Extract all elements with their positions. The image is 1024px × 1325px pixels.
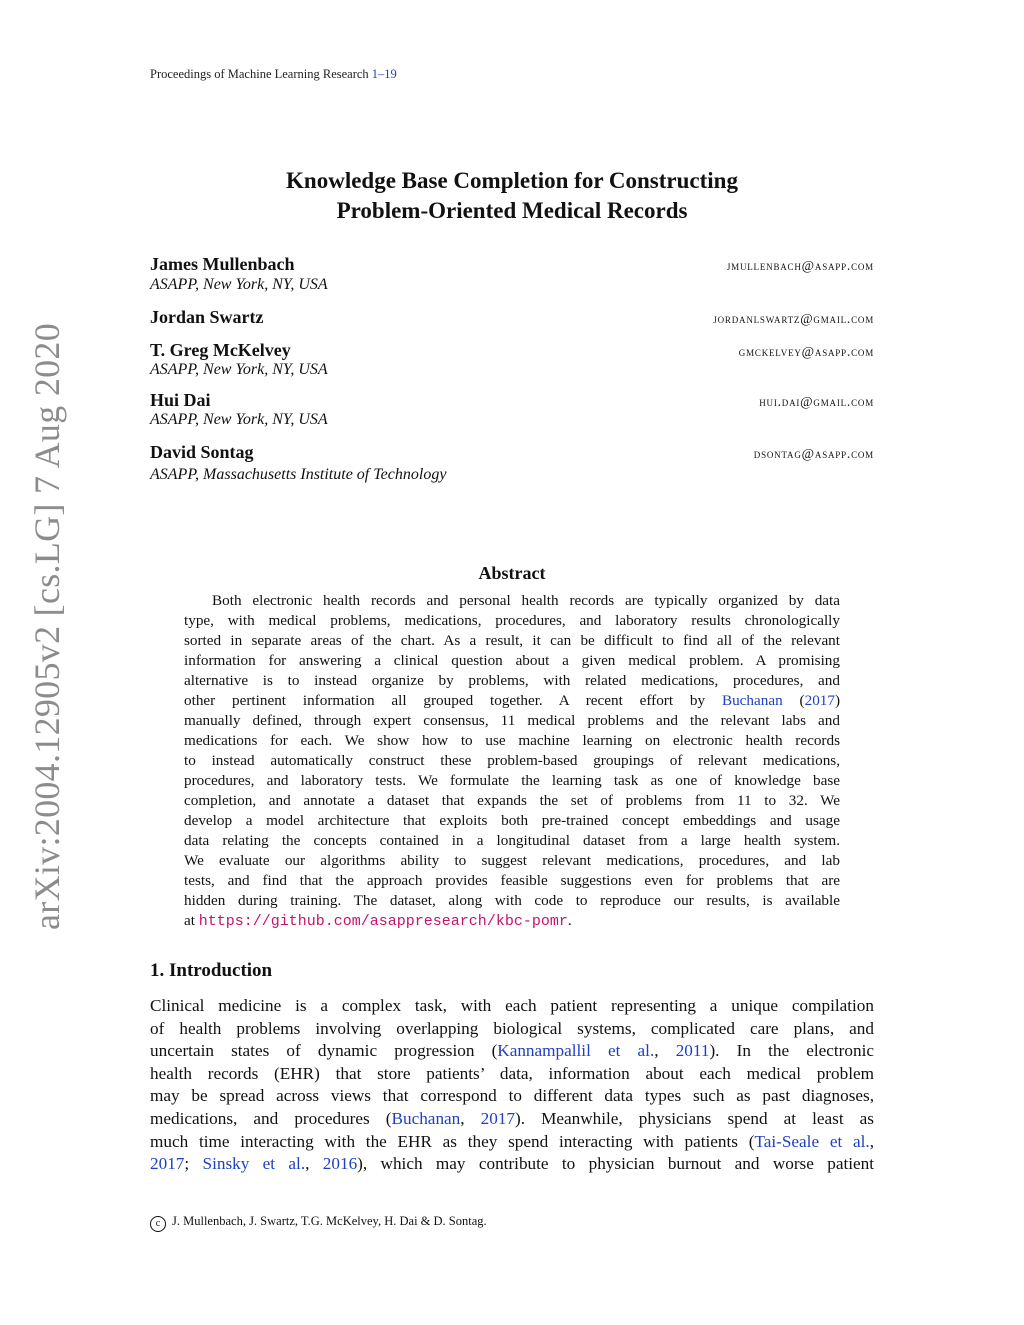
intro-text: much time interacting with the EHR as they spend interacting with patients ( xyxy=(150,1131,755,1151)
copyright-text: J. Mullenbach, J. Swartz, T.G. McKelvey, H. Dai & D. Sontag. xyxy=(172,1214,487,1228)
abstract-line: hidden during training. The dataset, along with code to reproduce our results, is available xyxy=(184,892,840,909)
citation-link[interactable]: Buchanan xyxy=(721,692,783,709)
citation-year-link[interactable]: 2017 xyxy=(150,1154,185,1174)
abstract-line: data relating the concepts contained in a longitudinal dataset from a large health system. xyxy=(184,832,840,849)
abstract-line: to instead automatically construct these problem-based groupings of relevant medications, xyxy=(184,752,840,769)
citation-link[interactable]: Kannampallil et al. xyxy=(497,1041,655,1061)
arxiv-stamp: arXiv:2004.12905v2 [cs.LG] 7 Aug 2020 xyxy=(27,322,67,930)
repository-url-link[interactable]: https://github.com/asappresearch/kbc-pomr xyxy=(198,913,568,930)
intro-line: may be spread across views that correspond to different data types such as past diagnoses, xyxy=(150,1086,874,1106)
author-email[interactable]: gmckelvey@asapp.com xyxy=(738,344,874,359)
abstract-line: manually defined, through expert consensus, 11 medical problems and the relevant labs and xyxy=(184,712,840,729)
citation-link[interactable]: Buchanan xyxy=(391,1108,461,1128)
intro-text: ), which may contribute to physician burnout and worse patient xyxy=(357,1154,875,1174)
copyright-footer xyxy=(150,1214,487,1232)
intro-text: uncertain states of dynamic progression ( xyxy=(150,1041,498,1061)
author-name: Hui Dai xyxy=(150,390,211,410)
abstract-text: at xyxy=(184,912,195,929)
abstract-line: alternative is to instead organize by problems, with related medications, procedures, and xyxy=(184,672,840,689)
author-name: Jordan Swartz xyxy=(150,307,264,327)
title-line-1: Knowledge Base Completion for Constructing xyxy=(286,168,738,193)
intro-text: medications, and procedures ( xyxy=(150,1108,392,1128)
abstract-line: develop a model architecture that exploits both pre-trained concept embeddings and usage xyxy=(184,812,840,829)
introduction-body xyxy=(150,995,874,1176)
intro-line: health records (EHR) that store patients’ data, information about each medical problem xyxy=(150,1063,874,1083)
intro-line: much time interacting with the EHR as they spend interacting with patients (Tai-Seale et al., xyxy=(150,1131,874,1151)
abstract-heading: Abstract xyxy=(478,563,546,583)
abstract-line: information for answering a clinical question about a given medical problem. A promising xyxy=(184,652,840,669)
intro-text: ). Meanwhile, physicians spend at least as xyxy=(515,1108,874,1128)
abstract-line: type, with medical problems, medications, procedures, and laboratory results chronologically xyxy=(184,612,840,629)
intro-line: medications, and procedures (Buchanan, 2017). Meanwhile, physicians spend at least as xyxy=(150,1108,874,1128)
intro-line: Clinical medicine is a complex task, with each patient representing a unique compilation xyxy=(150,996,874,1015)
abstract-line: completion, and annotate a dataset that expands the set of problems from 11 to 32. We xyxy=(184,792,840,809)
author-affiliation: ASAPP, New York, NY, USA xyxy=(150,276,328,293)
abstract-line: sorted in separate areas of the chart. As a result, it can be difficult to find all of the relevant xyxy=(184,632,840,649)
abstract-line: at https://github.com/asappresearch/kbc-pomr. xyxy=(184,912,572,930)
citation-year-link[interactable]: 2017 xyxy=(480,1108,516,1128)
intro-line: uncertain states of dynamic progression (Kannampallil et al., 2011). In the electronic xyxy=(150,1041,874,1061)
intro-text: ). In the electronic xyxy=(709,1041,874,1061)
copyright-icon: c xyxy=(150,1216,166,1232)
author-name: David Sontag xyxy=(150,442,254,462)
abstract-line: tests, and find that the approach provides feasible suggestions even for problems that are xyxy=(184,872,840,889)
author-email[interactable]: dsontag@asapp.com xyxy=(753,446,874,461)
author-email[interactable]: jmullenbach@asapp.com xyxy=(726,258,874,273)
abstract-line: procedures, and laboratory tests. We formulate the learning task as one of knowledge base xyxy=(184,772,840,789)
abstract-line: medications for each. We show how to use machine learning on electronic health records xyxy=(184,732,840,749)
citation-year-link[interactable]: 2011 xyxy=(675,1041,710,1061)
proceedings-header xyxy=(150,67,397,82)
author-email[interactable]: hui.dai@gmail.com xyxy=(759,394,874,409)
citation-link[interactable]: Tai-Seale et al. xyxy=(754,1131,870,1151)
proceedings-label: Proceedings of Machine Learning Research xyxy=(150,67,369,81)
abstract-body xyxy=(184,591,840,931)
author-email[interactable]: jordanlswartz@gmail.com xyxy=(713,311,874,326)
abstract-text: other pertinent information all grouped together. A recent effort by xyxy=(184,692,706,709)
author-affiliation: ASAPP, New York, NY, USA xyxy=(150,411,328,428)
citation-link[interactable]: Sinsky et al. xyxy=(202,1154,306,1174)
author-name: James Mullenbach xyxy=(150,254,295,274)
citation-year-link[interactable]: 2017 xyxy=(804,692,835,709)
intro-line: 2017; Sinsky et al., 2016), which may contribute to physician burnout and worse patient xyxy=(150,1154,875,1174)
paper-title xyxy=(150,166,874,226)
abstract-line: We evaluate our algorithms ability to suggest relevant medications, procedures, and lab xyxy=(184,852,840,869)
proceedings-pages-link[interactable]: 1–19 xyxy=(371,67,397,81)
intro-line: of health problems involving overlapping biological systems, complicated care plans, and xyxy=(150,1018,874,1038)
author-affiliation: ASAPP, New York, NY, USA xyxy=(150,361,328,378)
abstract-line: other pertinent information all grouped together. A recent effort by Buchanan (2017) xyxy=(184,692,841,709)
abstract-line: Both electronic health records and personal health records are typically organized by data xyxy=(212,592,840,609)
author-affiliation: ASAPP, Massachusetts Institute of Technology xyxy=(150,466,447,483)
citation-year-link[interactable]: 2016 xyxy=(322,1154,358,1174)
title-line-2: Problem-Oriented Medical Records xyxy=(336,198,688,223)
author-name: T. Greg McKelvey xyxy=(150,340,291,360)
section-heading-introduction: 1. Introduction xyxy=(150,960,273,981)
